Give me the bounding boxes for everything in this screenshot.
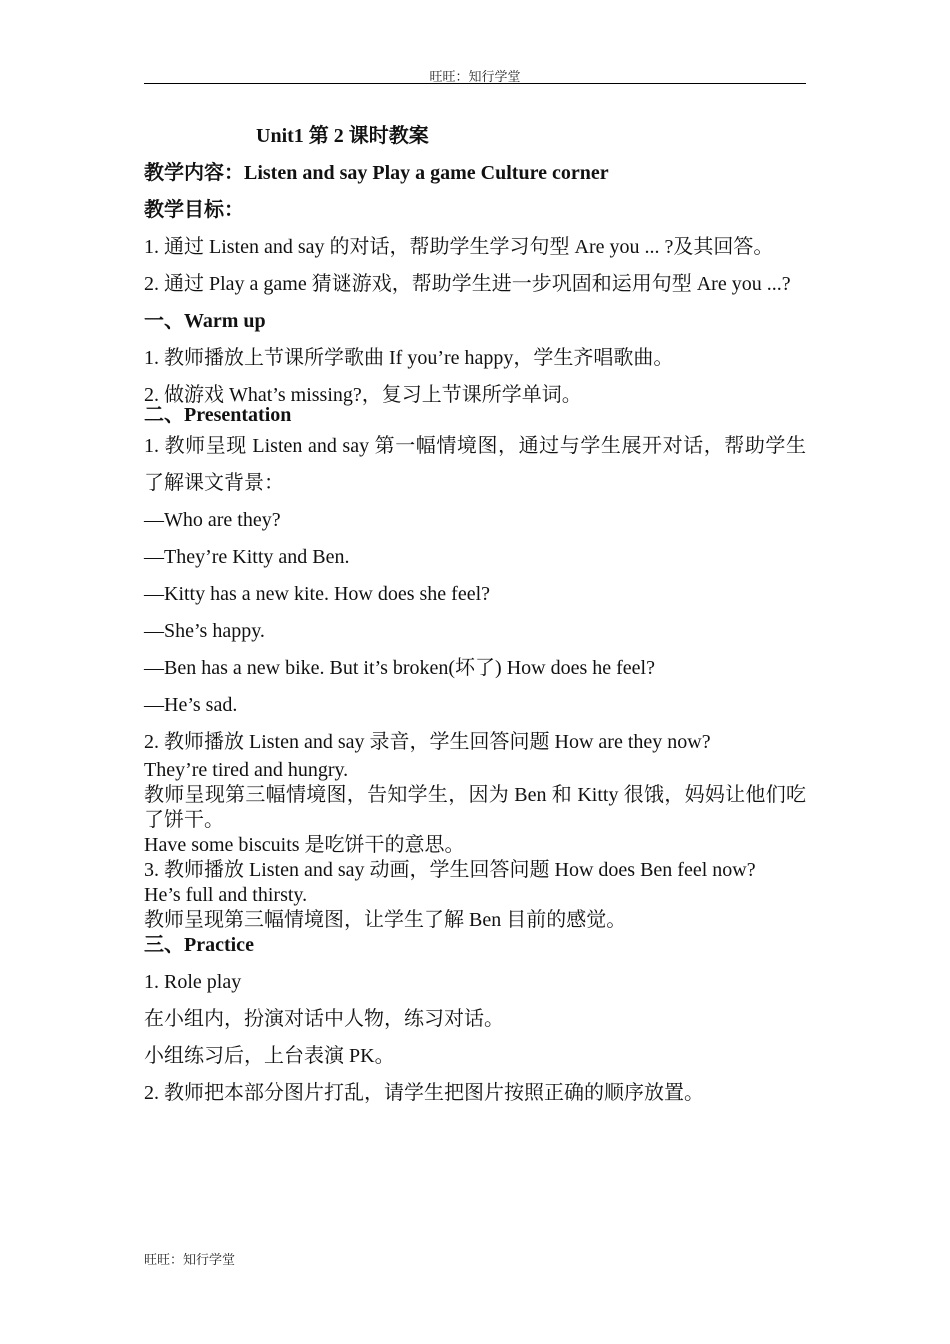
document-body bbox=[144, 118, 806, 1112]
section-heading-practice: 三、Practice bbox=[144, 934, 254, 956]
goals-heading: 教学目标： bbox=[144, 199, 244, 221]
dialogue-line: —Who are they? bbox=[144, 509, 281, 531]
note-line: Have some biscuits 是吃饼干的意思。 bbox=[144, 834, 465, 856]
answer-line: They’re tired and hungry. bbox=[144, 759, 349, 781]
list-item: 小组练习后，上台表演 PK。 bbox=[144, 1045, 395, 1067]
section-heading-warm-up: 一、Warm up bbox=[144, 310, 266, 332]
list-item: 1. 教师呈现 Listen and say 第一幅情境图，通过与学生展开对话，帮助学生了解课文背景： bbox=[144, 435, 806, 494]
dialogue-line: —Ben has a new bike. But it’s broken(坏了) How does he feel? bbox=[144, 657, 655, 679]
list-item: 1. Role play bbox=[144, 971, 242, 993]
header-divider bbox=[144, 83, 806, 84]
goal-item: 1. 通过 Listen and say 的对话，帮助学生学习句型 Are you ... ?及其回答。 bbox=[144, 236, 774, 258]
page-footer: 旺旺：知行学堂 bbox=[144, 1252, 236, 1267]
section-heading-presentation: 二、Presentation bbox=[144, 404, 292, 426]
note-line: 教师呈现第三幅情境图，让学生了解 Ben 目前的感觉。 bbox=[144, 909, 627, 931]
list-item: 2. 教师播放 Listen and say 录音，学生回答问题 How are they now? bbox=[144, 731, 711, 753]
dialogue-line: —Kitty has a new kite. How does she feel? bbox=[144, 583, 491, 605]
teaching-content: 教学内容：Listen and say Play a game Culture corner bbox=[144, 162, 609, 184]
list-item: 在小组内，扮演对话中人物，练习对话。 bbox=[144, 1008, 504, 1030]
list-item: 3. 教师播放 Listen and say 动画，学生回答问题 How does Ben feel now? bbox=[144, 859, 756, 881]
page-header: 旺旺：知行学堂 bbox=[429, 69, 521, 84]
list-item: 2. 教师把本部分图片打乱，请学生把图片按照正确的顺序放置。 bbox=[144, 1082, 704, 1104]
document-title: Unit1 第 2 课时教案 bbox=[256, 125, 429, 147]
note-line: 教师呈现第三幅情境图，告知学生，因为 Ben 和 Kitty 很饿，妈妈让他们吃了饼干。 bbox=[144, 784, 806, 831]
dialogue-line: —They’re Kitty and Ben. bbox=[144, 546, 350, 568]
answer-line: He’s full and thirsty. bbox=[144, 884, 308, 906]
dialogue-line: —She’s happy. bbox=[144, 620, 265, 642]
list-item: 1. 教师播放上节课所学歌曲 If you’re happy，学生齐唱歌曲。 bbox=[144, 347, 674, 369]
dialogue-line: —He’s sad. bbox=[144, 694, 238, 716]
list-item: 2. 做游戏 What’s missing?，复习上节课所学单词。 bbox=[144, 384, 582, 406]
goal-item: 2. 通过 Play a game 猜谜游戏，帮助学生进一步巩固和运用句型 Are you ...? bbox=[144, 273, 791, 295]
